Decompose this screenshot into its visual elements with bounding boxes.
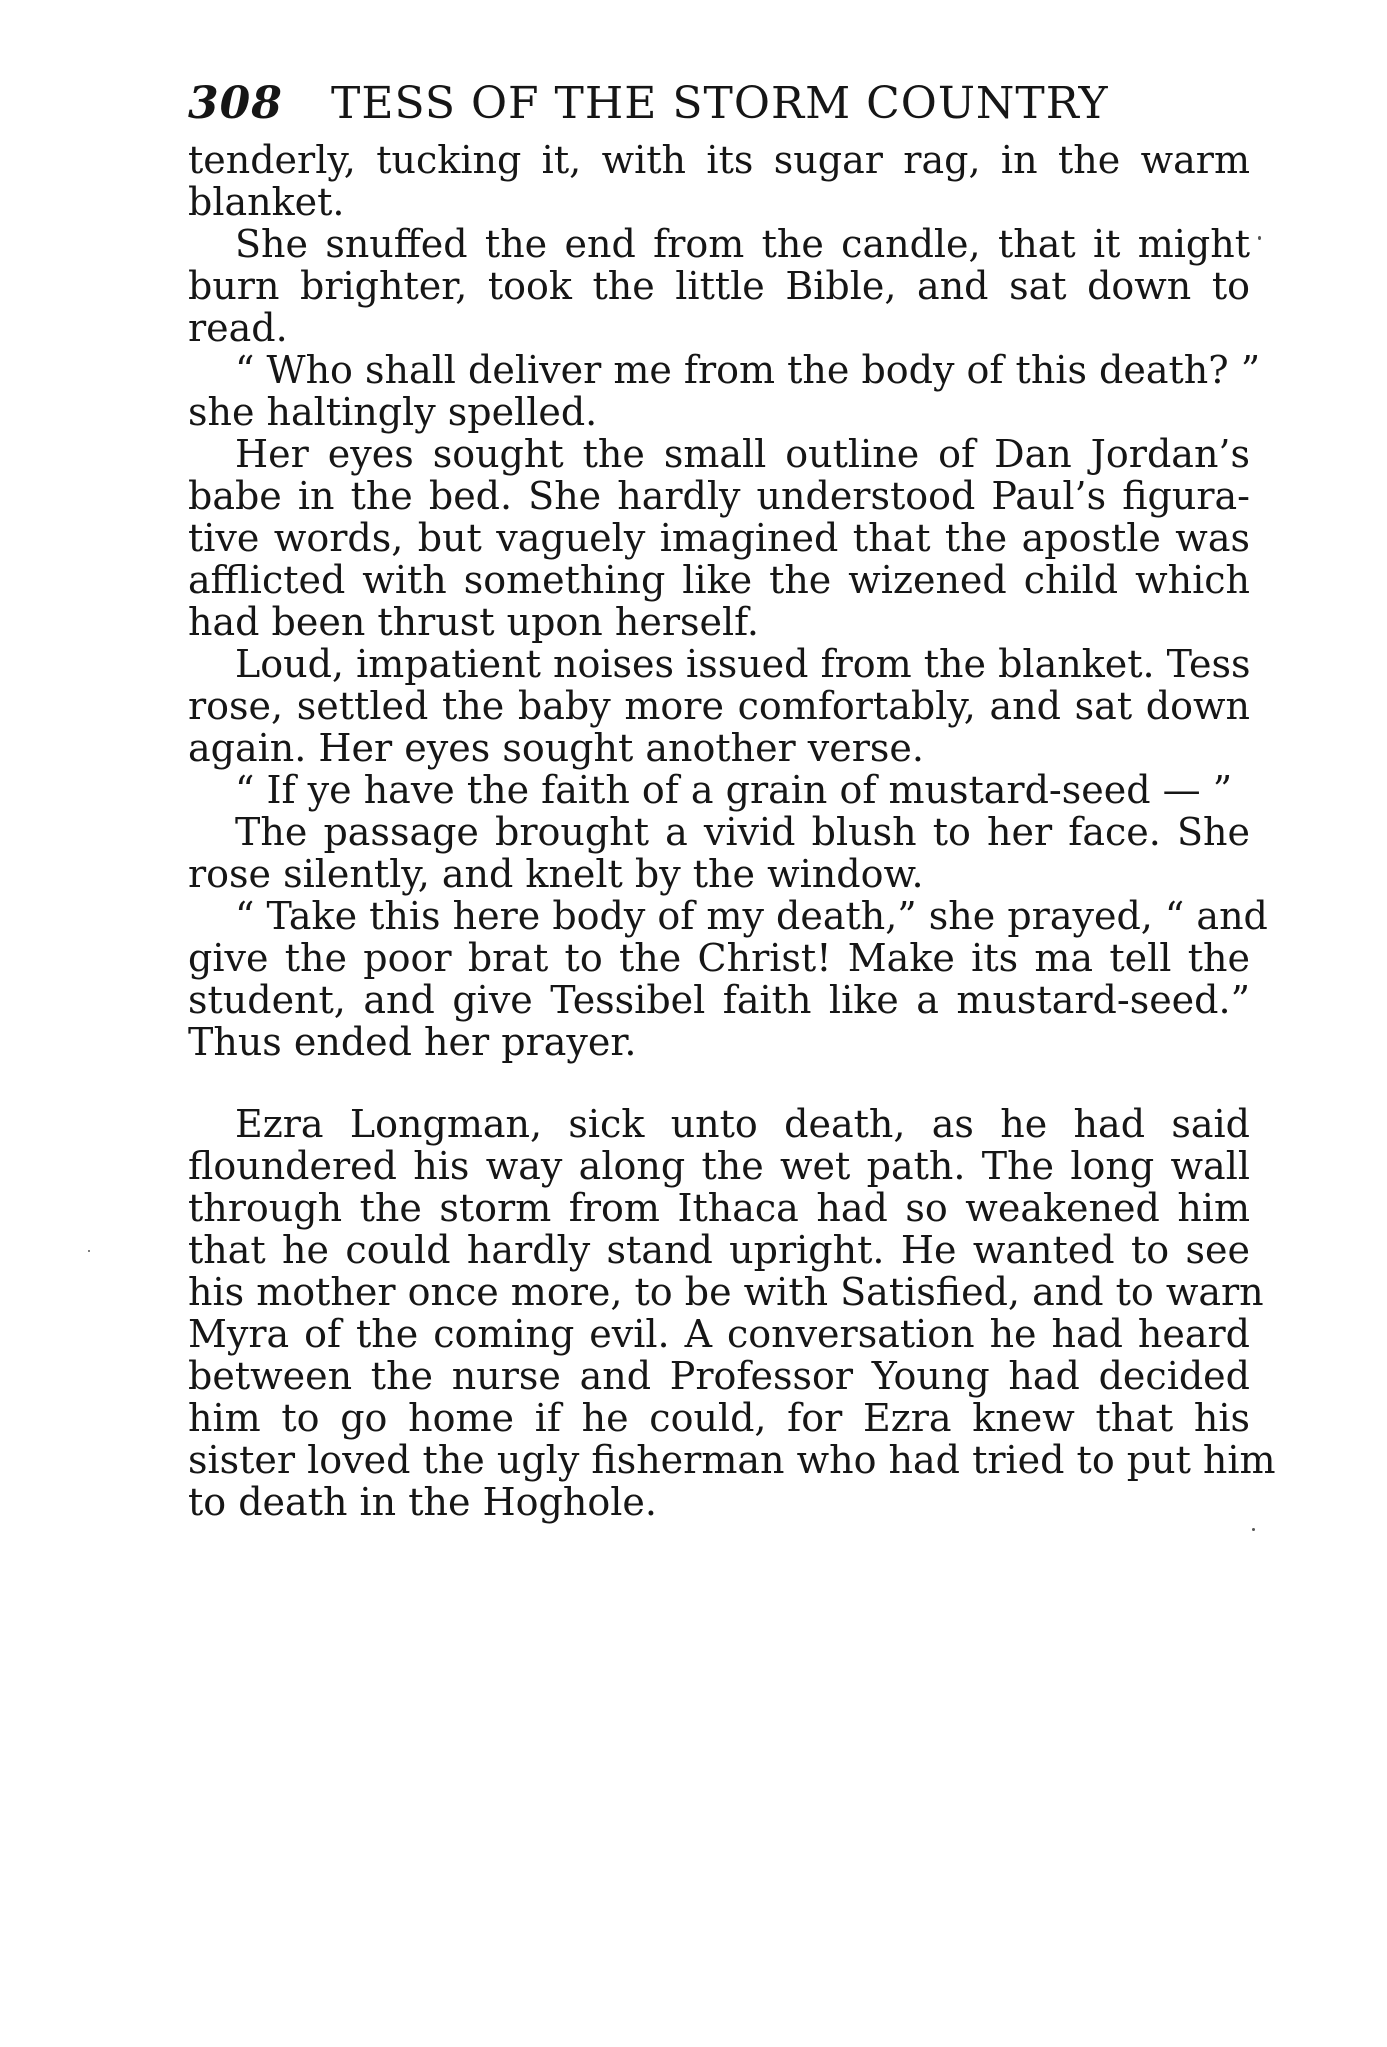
page-number: 308	[188, 78, 283, 129]
text-line: Thus ended her prayer.	[188, 1020, 637, 1064]
text-line: through the storm from Ithaca had so weakened him	[188, 1186, 1250, 1230]
text-line: she haltingly spelled.	[188, 390, 598, 434]
text-line: Ezra Longman, sick unto death, as he had said	[235, 1102, 1250, 1146]
text-line: afflicted with something like the wizened child which	[188, 558, 1250, 602]
text-line: tive words, but vaguely imagined that the apostle was	[188, 516, 1250, 560]
scan-speck	[1258, 236, 1261, 240]
text-line: blanket.	[188, 180, 345, 224]
text-line: between the nurse and Professor Young had decided	[188, 1354, 1250, 1398]
text-line: had been thrust upon herself.	[188, 600, 759, 644]
text-line: rose silently, and knelt by the window.	[188, 852, 924, 896]
text-line: She snuffed the end from the candle, that it might	[235, 222, 1250, 266]
text-line: to death in the Hoghole.	[188, 1480, 657, 1524]
text-line: read.	[188, 306, 288, 350]
text-line: burn brighter, took the little Bible, and sat down to	[188, 264, 1250, 308]
text-line: give the poor brat to the Christ! Make its ma tell the	[188, 936, 1250, 980]
text-line: Her eyes sought the small outline of Dan Jordan’s	[235, 432, 1250, 476]
scan-speck	[1252, 1528, 1255, 1531]
running-head: TESS OF THE STORM COUNTRY	[331, 78, 1109, 129]
text-line: “ Who shall deliver me from the body of this death? ”	[235, 348, 1261, 392]
text-line: his mother once more, to be with Satisfied, and to warn	[188, 1270, 1264, 1314]
page-header	[188, 78, 1248, 138]
text-line: that he could hardly stand upright. He wanted to see	[188, 1228, 1250, 1272]
text-line: “ Take this here body of my death,” she prayed, “ and	[235, 894, 1268, 938]
text-line: sister loved the ugly fisherman who had tried to put him	[188, 1438, 1276, 1482]
text-line: The passage brought a vivid blush to her face. She	[235, 810, 1250, 854]
text-line: rose, settled the baby more comfortably, and sat down	[188, 684, 1250, 728]
text-line: again. Her eyes sought another verse.	[188, 726, 924, 770]
text-line: babe in the bed. She hardly understood Paul’s figura-	[188, 474, 1250, 518]
scan-speck	[88, 1250, 90, 1252]
text-line: “ If ye have the faith of a grain of mustard-seed — ”	[235, 768, 1233, 812]
text-line: Myra of the coming evil. A conversation he had heard	[188, 1312, 1250, 1356]
text-line: floundered his way along the wet path. The long wall	[188, 1144, 1250, 1188]
text-line: tenderly, tucking it, with its sugar rag, in the warm	[188, 138, 1250, 182]
text-line: him to go home if he could, for Ezra knew that his	[188, 1396, 1250, 1440]
text-line: student, and give Tessibel faith like a mustard-seed.”	[188, 978, 1250, 1022]
text-line: Loud, impatient noises issued from the blanket. Tess	[235, 642, 1251, 686]
